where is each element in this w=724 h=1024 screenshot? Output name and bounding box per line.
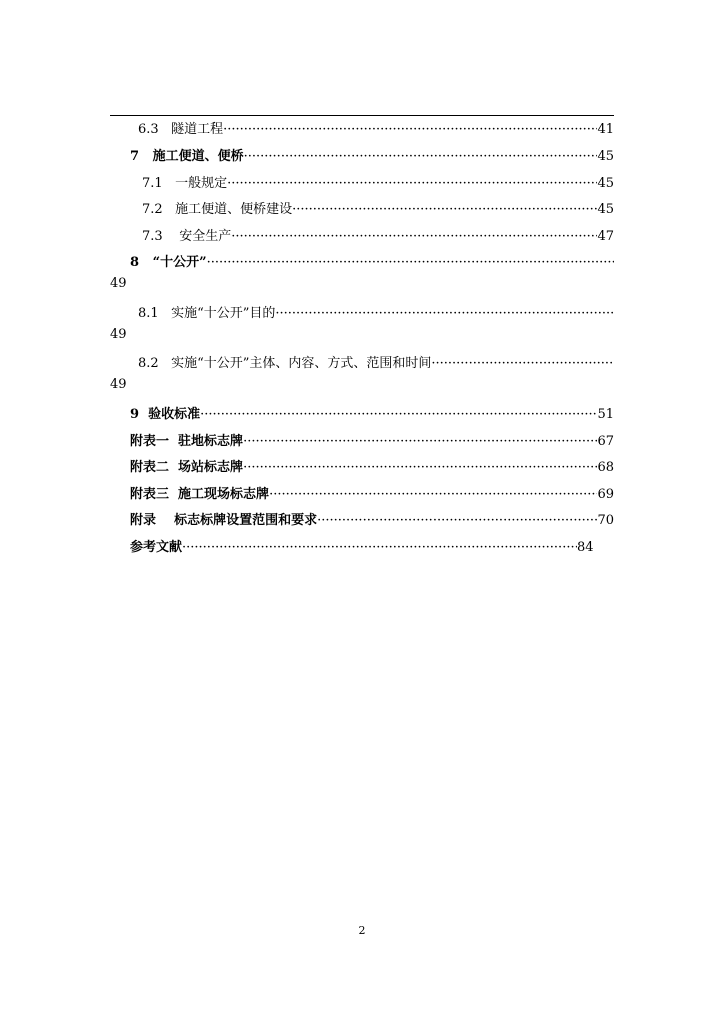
toc-label: 附表三 施工现场标志牌 [130,487,270,502]
toc-entry-8-1[interactable] [110,302,614,322]
toc-leader-dots [227,176,597,191]
toc-label: 9 验收标准 [130,407,201,422]
toc-entry-6-3[interactable] [110,118,614,138]
toc-entry-7-2[interactable] [110,198,614,218]
toc-label: 7.1 一般规定 [142,176,228,191]
toc-leader-dots [243,434,597,449]
toc-entry-8[interactable] [110,251,614,271]
toc-entry-7-3[interactable] [110,225,614,245]
toc-label: 8.2 实施“十公开”主体、内容、方式、范围和时间 [138,356,432,371]
toc-leader-dots [207,255,614,270]
toc-page-number: 70 [597,513,614,528]
toc-page-number: 45 [597,202,614,217]
toc-label: 7 施工便道、便桥 [130,149,244,164]
toc-label: 参考文献 [130,540,183,555]
toc-page-number: 67 [597,434,614,449]
toc-label: 8.1 实施“十公开”目的 [138,306,276,321]
toc-page-number: 49 [110,276,127,291]
toc-leader-dots [317,513,597,528]
toc-entry-appendix[interactable] [110,509,614,529]
toc-page-number: 47 [597,229,614,244]
toc-leader-dots [223,122,597,137]
toc-page-number: 49 [110,327,127,342]
toc-entry-9[interactable] [110,403,614,423]
toc-leader-dots [182,540,577,555]
toc-entry-8-2[interactable] [110,352,614,372]
toc-leader-dots [292,202,597,217]
page-number-footer: 2 [358,924,366,937]
toc-leader-dots [243,460,597,475]
toc-label: 7.3 安全生产 [142,229,232,244]
toc-entry-7-1[interactable] [110,172,614,192]
toc-entry-appendix-table-2[interactable] [110,456,614,476]
toc-leader-dots [244,149,598,164]
toc-leader-dots [275,306,614,321]
toc-label: 附表二 场站标志牌 [130,460,244,475]
toc-label: 6.3 隧道工程 [138,122,224,137]
toc-entry-appendix-table-1[interactable] [110,430,614,450]
toc-label: 附录 标志标牌设置范围和要求 [130,513,318,528]
toc-page-number: 45 [597,176,614,191]
toc-page-number: 49 [110,377,127,392]
header-rule [110,115,614,116]
toc-leader-dots [231,229,597,244]
toc-page-number: 45 [597,149,614,164]
toc-label: 8 “十公开” [130,255,207,270]
toc-page-number: 84 [577,540,594,555]
toc-page-number: 68 [597,460,614,475]
toc-page-number: 69 [597,487,614,502]
toc-entry-references[interactable] [110,536,614,556]
toc-page-number: 51 [597,407,614,422]
toc-label: 附表一 驻地标志牌 [130,434,244,449]
toc-entry-7[interactable] [110,145,614,165]
toc-leader-dots [269,487,597,502]
toc-leader-dots [431,356,614,371]
toc-entry-appendix-table-3[interactable] [110,483,614,503]
toc-page-number: 41 [597,122,614,137]
toc-label: 7.2 施工便道、便桥建设 [142,202,293,217]
toc-leader-dots [200,407,597,422]
